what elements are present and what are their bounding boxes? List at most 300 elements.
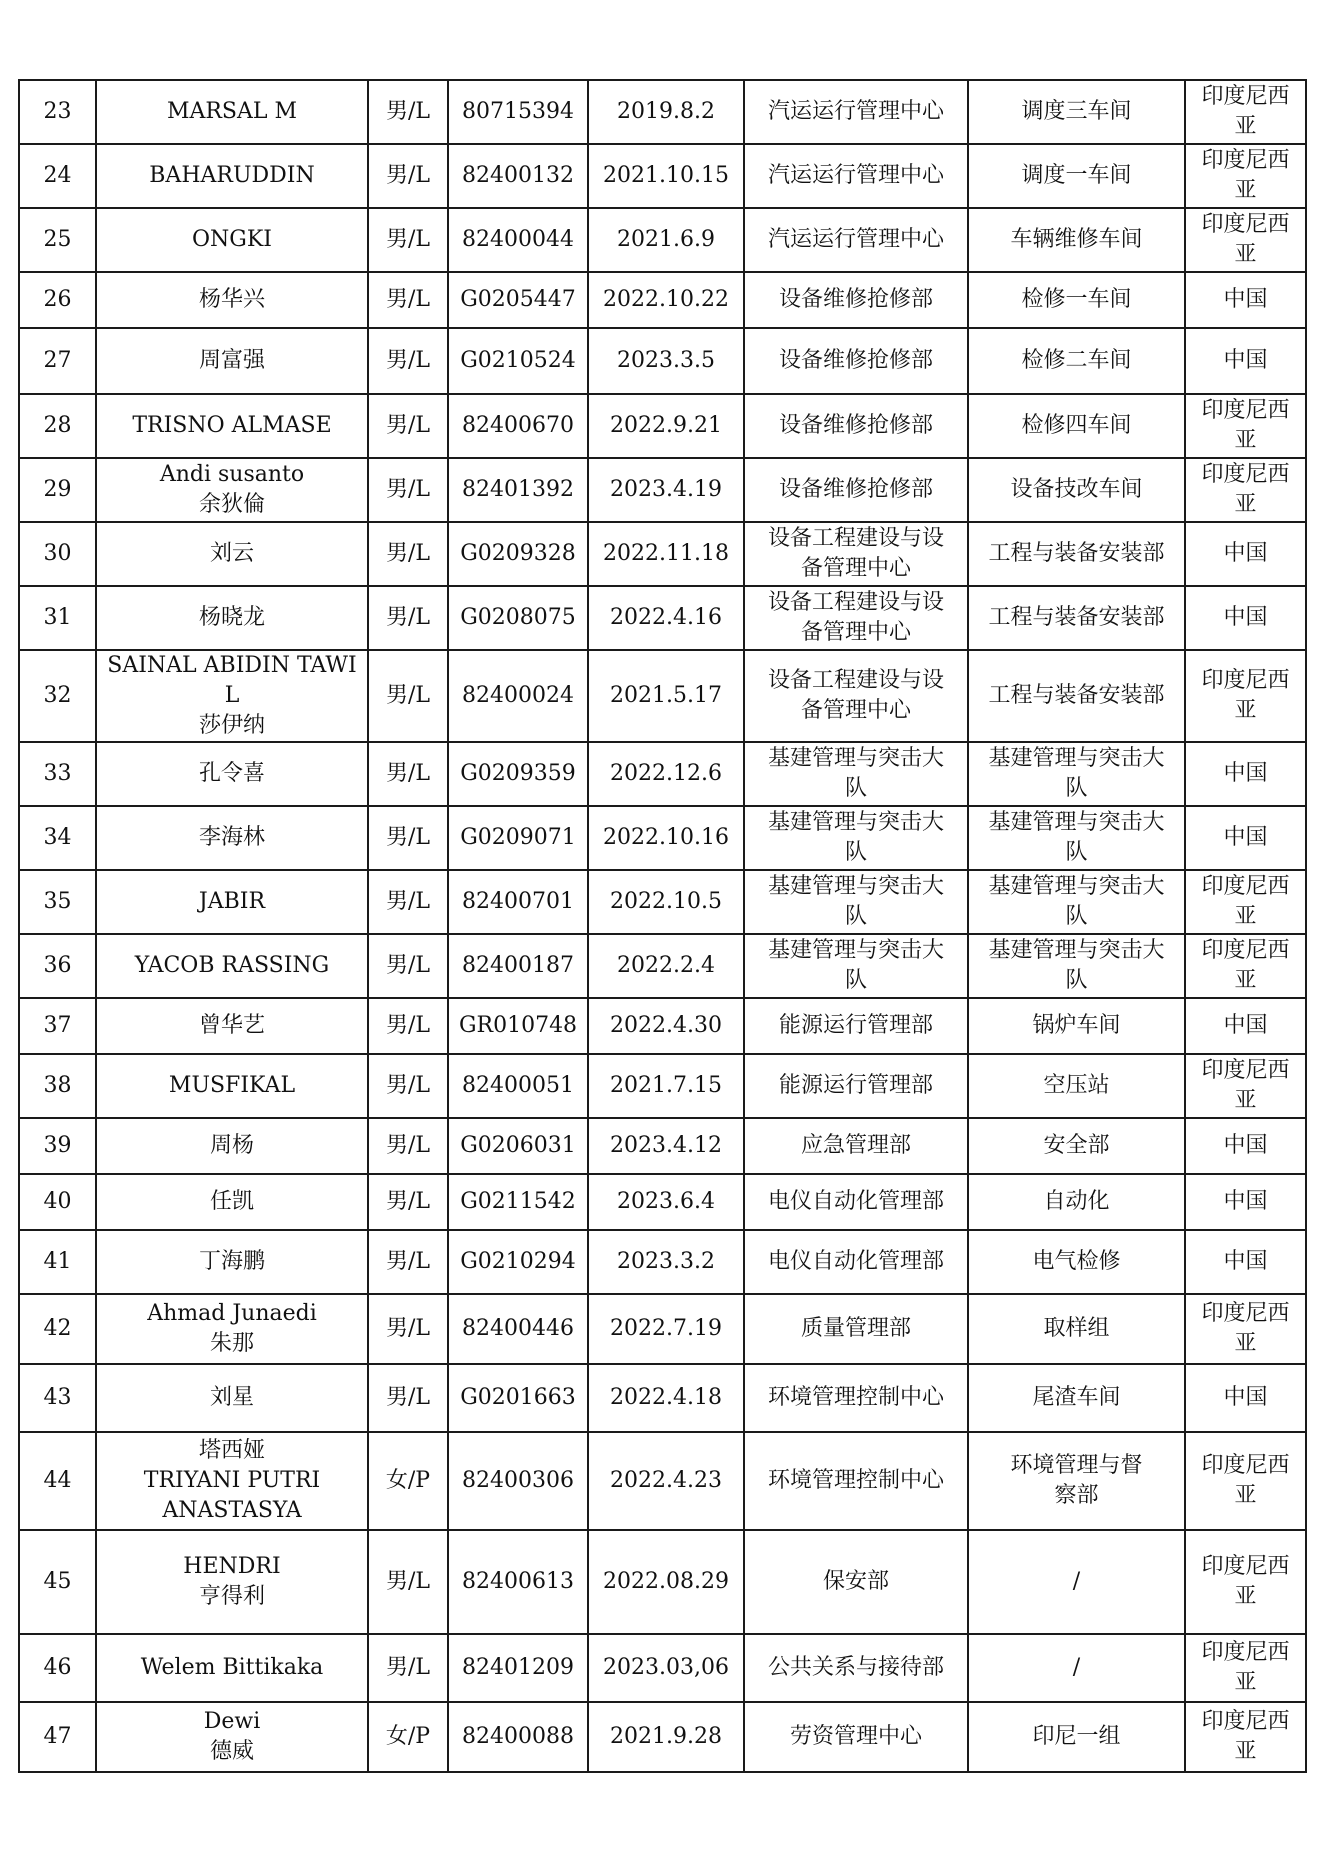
cell-line: 劳资管理中心 bbox=[789, 1724, 922, 1749]
cell-line: 队 bbox=[1065, 840, 1088, 865]
cell-line: 基建管理与突击大 bbox=[988, 938, 1165, 963]
row-number-cell: 44 bbox=[19, 1432, 96, 1530]
cell-line: 应急管理部 bbox=[800, 1133, 911, 1158]
cell-line: 设备维修抢修部 bbox=[778, 477, 933, 502]
employee-id-cell: G0201663 bbox=[448, 1364, 588, 1432]
table-row bbox=[19, 1294, 1306, 1364]
table-row bbox=[19, 650, 1306, 742]
cell-line: 自动化 bbox=[1043, 1189, 1110, 1214]
cell-line: 亚 bbox=[1234, 178, 1257, 203]
row-number-cell: 30 bbox=[19, 522, 96, 586]
cell-line: 印度尼西 bbox=[1201, 1554, 1290, 1579]
name-cell bbox=[96, 1634, 368, 1702]
cell-line: 印度尼西 bbox=[1201, 148, 1290, 173]
unit-cell bbox=[968, 806, 1185, 870]
department-cell bbox=[744, 1054, 968, 1118]
cell-line: JABIR bbox=[198, 889, 266, 914]
cell-line: 杨晓龙 bbox=[198, 605, 265, 630]
nationality-cell bbox=[1185, 394, 1306, 458]
table-row bbox=[19, 806, 1306, 870]
cell-line: / bbox=[1072, 1655, 1081, 1680]
table-row bbox=[19, 1634, 1306, 1702]
cell-line: 汽运运行管理中心 bbox=[767, 163, 944, 188]
cell-line: 中国 bbox=[1223, 825, 1268, 850]
department-cell bbox=[744, 522, 968, 586]
cell-line: 环境管理与督 bbox=[1010, 1453, 1143, 1478]
unit-cell bbox=[968, 934, 1185, 998]
nationality-cell bbox=[1185, 934, 1306, 998]
cell-line: 孔令喜 bbox=[198, 761, 265, 786]
cell-line: TRIYANI PUTRI bbox=[143, 1468, 321, 1493]
entry-date-cell: 2023.4.19 bbox=[588, 458, 744, 522]
cell-line: 尾渣车间 bbox=[1032, 1385, 1121, 1410]
cell-line: TRISNO ALMASE bbox=[132, 413, 332, 438]
nationality-cell bbox=[1185, 208, 1306, 272]
cell-line: 工程与装备安装部 bbox=[988, 605, 1165, 630]
nationality-cell bbox=[1185, 1530, 1306, 1634]
cell-line: YACOB RASSING bbox=[134, 953, 330, 978]
cell-line: 杨华兴 bbox=[198, 287, 265, 312]
cell-line: 备管理中心 bbox=[800, 556, 911, 581]
entry-date-cell: 2023.6.4 bbox=[588, 1174, 744, 1230]
cell-line: 基建管理与突击大 bbox=[988, 874, 1165, 899]
gender-cell: 男/L bbox=[368, 272, 448, 328]
cell-line: 印度尼西 bbox=[1201, 1453, 1290, 1478]
nationality-cell bbox=[1185, 1294, 1306, 1364]
cell-line: 电仪自动化管理部 bbox=[767, 1249, 944, 1274]
employee-id-cell: 82400051 bbox=[448, 1054, 588, 1118]
unit-cell bbox=[968, 1054, 1185, 1118]
unit-cell bbox=[968, 458, 1185, 522]
employee-id-cell: 82400701 bbox=[448, 870, 588, 934]
gender-cell: 男/L bbox=[368, 1294, 448, 1364]
cell-line: 取样组 bbox=[1043, 1316, 1110, 1341]
cell-line: 印尼一组 bbox=[1032, 1724, 1121, 1749]
row-number-cell: 39 bbox=[19, 1118, 96, 1174]
name-cell bbox=[96, 1118, 368, 1174]
gender-cell: 男/L bbox=[368, 586, 448, 650]
employee-id-cell: 82400024 bbox=[448, 650, 588, 742]
row-number-cell: 47 bbox=[19, 1702, 96, 1772]
cell-line: 中国 bbox=[1223, 761, 1268, 786]
gender-cell: 男/L bbox=[368, 80, 448, 144]
gender-cell: 男/L bbox=[368, 1054, 448, 1118]
department-cell bbox=[744, 1702, 968, 1772]
row-number-cell: 35 bbox=[19, 870, 96, 934]
cell-line: 能源运行管理部 bbox=[778, 1013, 933, 1038]
department-cell bbox=[744, 1634, 968, 1702]
cell-line: BAHARUDDIN bbox=[149, 163, 315, 188]
row-number-cell: 40 bbox=[19, 1174, 96, 1230]
row-number-cell: 33 bbox=[19, 742, 96, 806]
department-cell bbox=[744, 272, 968, 328]
cell-line: 基建管理与突击大 bbox=[767, 810, 944, 835]
cell-line: 印度尼西 bbox=[1201, 668, 1290, 693]
cell-line: 设备维修抢修部 bbox=[778, 348, 933, 373]
name-cell bbox=[96, 208, 368, 272]
cell-line: 印度尼西 bbox=[1201, 84, 1290, 109]
cell-line: MUSFIKAL bbox=[168, 1073, 296, 1098]
cell-line: 亚 bbox=[1234, 1331, 1257, 1356]
row-number-cell: 29 bbox=[19, 458, 96, 522]
department-cell bbox=[744, 80, 968, 144]
cell-line: 亚 bbox=[1234, 492, 1257, 517]
cell-line: 设备维修抢修部 bbox=[778, 413, 933, 438]
department-cell bbox=[744, 328, 968, 394]
row-number-cell: 42 bbox=[19, 1294, 96, 1364]
cell-line: 基建管理与突击大 bbox=[988, 746, 1165, 771]
cell-line: 备管理中心 bbox=[800, 698, 911, 723]
employee-id-cell: 82400670 bbox=[448, 394, 588, 458]
table-row bbox=[19, 522, 1306, 586]
nationality-cell bbox=[1185, 1432, 1306, 1530]
gender-cell: 男/L bbox=[368, 144, 448, 208]
name-cell bbox=[96, 1294, 368, 1364]
employee-id-cell: G0205447 bbox=[448, 272, 588, 328]
gender-cell: 男/L bbox=[368, 328, 448, 394]
unit-cell bbox=[968, 1530, 1185, 1634]
name-cell bbox=[96, 1230, 368, 1294]
unit-cell bbox=[968, 1634, 1185, 1702]
cell-line: Ahmad Junaedi bbox=[147, 1301, 317, 1326]
cell-line: 基建管理与突击大 bbox=[767, 874, 944, 899]
employee-id-cell: G0210294 bbox=[448, 1230, 588, 1294]
cell-line: 刘星 bbox=[209, 1385, 254, 1410]
cell-line: 环境管理控制中心 bbox=[767, 1468, 944, 1493]
employee-id-cell: 82400044 bbox=[448, 208, 588, 272]
gender-cell: 男/L bbox=[368, 998, 448, 1054]
cell-line: 余狄倫 bbox=[198, 492, 265, 517]
cell-line: 亚 bbox=[1234, 428, 1257, 453]
gender-cell: 男/L bbox=[368, 1118, 448, 1174]
row-number-cell: 28 bbox=[19, 394, 96, 458]
row-number-cell: 45 bbox=[19, 1530, 96, 1634]
table-row bbox=[19, 742, 1306, 806]
cell-line: 安全部 bbox=[1043, 1133, 1110, 1158]
employee-id-cell: 82400446 bbox=[448, 1294, 588, 1364]
cell-line: 队 bbox=[844, 840, 867, 865]
nationality-cell bbox=[1185, 806, 1306, 870]
row-number-cell: 32 bbox=[19, 650, 96, 742]
cell-line: 空压站 bbox=[1043, 1073, 1110, 1098]
cell-line: 电气检修 bbox=[1032, 1249, 1121, 1274]
employee-id-cell: G0211542 bbox=[448, 1174, 588, 1230]
department-cell bbox=[744, 998, 968, 1054]
staff-table-body bbox=[19, 80, 1306, 1772]
cell-line: 印度尼西 bbox=[1201, 1301, 1290, 1326]
name-cell bbox=[96, 1530, 368, 1634]
cell-line: 亚 bbox=[1234, 1584, 1257, 1609]
entry-date-cell: 2022.12.6 bbox=[588, 742, 744, 806]
cell-line: 设备工程建设与设 bbox=[767, 590, 944, 615]
cell-line: 中国 bbox=[1223, 1013, 1268, 1038]
unit-cell bbox=[968, 1364, 1185, 1432]
entry-date-cell: 2022.11.18 bbox=[588, 522, 744, 586]
cell-line: ONGKI bbox=[192, 227, 272, 252]
department-cell bbox=[744, 650, 968, 742]
cell-line: 李海林 bbox=[198, 825, 265, 850]
gender-cell: 男/L bbox=[368, 742, 448, 806]
gender-cell: 男/L bbox=[368, 1530, 448, 1634]
department-cell bbox=[744, 1364, 968, 1432]
row-number-cell: 37 bbox=[19, 998, 96, 1054]
cell-line: 车辆维修车间 bbox=[1010, 227, 1143, 252]
cell-line: 检修四车间 bbox=[1021, 413, 1132, 438]
nationality-cell bbox=[1185, 458, 1306, 522]
entry-date-cell: 2022.4.16 bbox=[588, 586, 744, 650]
department-cell bbox=[744, 458, 968, 522]
cell-line: 汽运运行管理中心 bbox=[767, 227, 944, 252]
employee-id-cell: G0209328 bbox=[448, 522, 588, 586]
employee-id-cell: G0209071 bbox=[448, 806, 588, 870]
entry-date-cell: 2023.4.12 bbox=[588, 1118, 744, 1174]
employee-id-cell: 82400613 bbox=[448, 1530, 588, 1634]
employee-id-cell: 82400132 bbox=[448, 144, 588, 208]
unit-cell bbox=[968, 522, 1185, 586]
name-cell bbox=[96, 870, 368, 934]
table-row bbox=[19, 80, 1306, 144]
cell-line: 朱那 bbox=[209, 1331, 254, 1356]
cell-line: 中国 bbox=[1223, 1385, 1268, 1410]
employee-id-cell: 82400306 bbox=[448, 1432, 588, 1530]
unit-cell bbox=[968, 586, 1185, 650]
cell-line: 中国 bbox=[1223, 348, 1268, 373]
cell-line: 亚 bbox=[1234, 242, 1257, 267]
nationality-cell bbox=[1185, 1702, 1306, 1772]
entry-date-cell: 2021.7.15 bbox=[588, 1054, 744, 1118]
entry-date-cell: 2022.4.18 bbox=[588, 1364, 744, 1432]
department-cell bbox=[744, 394, 968, 458]
nationality-cell bbox=[1185, 144, 1306, 208]
gender-cell: 女/P bbox=[368, 1702, 448, 1772]
unit-cell bbox=[968, 328, 1185, 394]
entry-date-cell: 2022.4.30 bbox=[588, 998, 744, 1054]
unit-cell bbox=[968, 80, 1185, 144]
cell-line: 印度尼西 bbox=[1201, 874, 1290, 899]
cell-line: 调度一车间 bbox=[1021, 163, 1132, 188]
cell-line: 中国 bbox=[1223, 1189, 1268, 1214]
nationality-cell bbox=[1185, 522, 1306, 586]
table-row bbox=[19, 1364, 1306, 1432]
department-cell bbox=[744, 1174, 968, 1230]
nationality-cell bbox=[1185, 80, 1306, 144]
unit-cell bbox=[968, 1432, 1185, 1530]
unit-cell bbox=[968, 394, 1185, 458]
name-cell bbox=[96, 1054, 368, 1118]
cell-line: 设备工程建设与设 bbox=[767, 668, 944, 693]
gender-cell: 男/L bbox=[368, 934, 448, 998]
gender-cell: 男/L bbox=[368, 870, 448, 934]
nationality-cell bbox=[1185, 328, 1306, 394]
gender-cell: 女/P bbox=[368, 1432, 448, 1530]
name-cell bbox=[96, 1432, 368, 1530]
name-cell bbox=[96, 522, 368, 586]
gender-cell: 男/L bbox=[368, 1634, 448, 1702]
cell-line: 印度尼西 bbox=[1201, 398, 1290, 423]
cell-line: HENDRI bbox=[183, 1554, 281, 1579]
cell-line: 工程与装备安装部 bbox=[988, 541, 1165, 566]
department-cell bbox=[744, 586, 968, 650]
unit-cell bbox=[968, 650, 1185, 742]
nationality-cell bbox=[1185, 1364, 1306, 1432]
cell-line: 队 bbox=[844, 904, 867, 929]
row-number-cell: 26 bbox=[19, 272, 96, 328]
cell-line: 莎伊纳 bbox=[198, 713, 265, 738]
cell-line: 队 bbox=[1065, 904, 1088, 929]
cell-line: 设备技改车间 bbox=[1010, 477, 1143, 502]
cell-line: 亚 bbox=[1234, 1088, 1257, 1113]
cell-line: 周杨 bbox=[209, 1133, 254, 1158]
table-row bbox=[19, 1702, 1306, 1772]
nationality-cell bbox=[1185, 1174, 1306, 1230]
cell-line: 质量管理部 bbox=[800, 1316, 911, 1341]
name-cell bbox=[96, 1364, 368, 1432]
table-row bbox=[19, 272, 1306, 328]
cell-line: 环境管理控制中心 bbox=[767, 1385, 944, 1410]
cell-line: 队 bbox=[1065, 776, 1088, 801]
table-row bbox=[19, 328, 1306, 394]
employee-id-cell: 82400088 bbox=[448, 1702, 588, 1772]
nationality-cell bbox=[1185, 742, 1306, 806]
cell-line: / bbox=[1072, 1569, 1081, 1594]
row-number-cell: 38 bbox=[19, 1054, 96, 1118]
staff-table bbox=[18, 79, 1307, 1773]
name-cell bbox=[96, 80, 368, 144]
gender-cell: 男/L bbox=[368, 208, 448, 272]
cell-line: MARSAL M bbox=[166, 99, 298, 124]
department-cell bbox=[744, 870, 968, 934]
entry-date-cell: 2022.2.4 bbox=[588, 934, 744, 998]
row-number-cell: 31 bbox=[19, 586, 96, 650]
gender-cell: 男/L bbox=[368, 1364, 448, 1432]
cell-line: 丁海鹏 bbox=[198, 1249, 265, 1274]
entry-date-cell: 2021.5.17 bbox=[588, 650, 744, 742]
gender-cell: 男/L bbox=[368, 806, 448, 870]
entry-date-cell: 2023.03,06 bbox=[588, 1634, 744, 1702]
table-row bbox=[19, 1054, 1306, 1118]
employee-id-cell: 82401209 bbox=[448, 1634, 588, 1702]
unit-cell bbox=[968, 1230, 1185, 1294]
cell-line: 基建管理与突击大 bbox=[767, 938, 944, 963]
nationality-cell bbox=[1185, 650, 1306, 742]
table-row bbox=[19, 934, 1306, 998]
cell-line: 德威 bbox=[209, 1739, 254, 1764]
cell-line: 设备维修抢修部 bbox=[778, 287, 933, 312]
gender-cell: 男/L bbox=[368, 458, 448, 522]
gender-cell: 男/L bbox=[368, 522, 448, 586]
table-row bbox=[19, 1230, 1306, 1294]
name-cell bbox=[96, 272, 368, 328]
name-cell bbox=[96, 144, 368, 208]
cell-line: 调度三车间 bbox=[1021, 99, 1132, 124]
unit-cell bbox=[968, 1174, 1185, 1230]
table-row bbox=[19, 458, 1306, 522]
table-row bbox=[19, 1530, 1306, 1634]
cell-line: Welem Bittikaka bbox=[140, 1655, 324, 1680]
nationality-cell bbox=[1185, 998, 1306, 1054]
entry-date-cell: 2021.9.28 bbox=[588, 1702, 744, 1772]
unit-cell bbox=[968, 272, 1185, 328]
name-cell bbox=[96, 586, 368, 650]
gender-cell: 男/L bbox=[368, 394, 448, 458]
cell-line: 中国 bbox=[1223, 541, 1268, 566]
row-number-cell: 36 bbox=[19, 934, 96, 998]
table-row bbox=[19, 1174, 1306, 1230]
cell-line: 保安部 bbox=[822, 1569, 889, 1594]
cell-line: 任凯 bbox=[209, 1189, 254, 1214]
cell-line: 亚 bbox=[1234, 968, 1257, 993]
employee-id-cell: G0209359 bbox=[448, 742, 588, 806]
name-cell bbox=[96, 998, 368, 1054]
name-cell bbox=[96, 328, 368, 394]
cell-line: 检修一车间 bbox=[1021, 287, 1132, 312]
entry-date-cell: 2022.10.22 bbox=[588, 272, 744, 328]
cell-line: 队 bbox=[844, 776, 867, 801]
nationality-cell bbox=[1185, 1634, 1306, 1702]
table-row bbox=[19, 1118, 1306, 1174]
department-cell bbox=[744, 1432, 968, 1530]
entry-date-cell: 2021.6.9 bbox=[588, 208, 744, 272]
gender-cell: 男/L bbox=[368, 1174, 448, 1230]
department-cell bbox=[744, 1118, 968, 1174]
cell-line: 刘云 bbox=[209, 541, 254, 566]
row-number-cell: 43 bbox=[19, 1364, 96, 1432]
cell-line: 设备工程建设与设 bbox=[767, 526, 944, 551]
cell-line: 亚 bbox=[1234, 904, 1257, 929]
entry-date-cell: 2022.7.19 bbox=[588, 1294, 744, 1364]
employee-id-cell: 80715394 bbox=[448, 80, 588, 144]
unit-cell bbox=[968, 208, 1185, 272]
row-number-cell: 24 bbox=[19, 144, 96, 208]
nationality-cell bbox=[1185, 870, 1306, 934]
nationality-cell bbox=[1185, 1230, 1306, 1294]
cell-line: 亚 bbox=[1234, 1670, 1257, 1695]
entry-date-cell: 2022.4.23 bbox=[588, 1432, 744, 1530]
name-cell bbox=[96, 1702, 368, 1772]
cell-line: 电仪自动化管理部 bbox=[767, 1189, 944, 1214]
row-number-cell: 46 bbox=[19, 1634, 96, 1702]
cell-line: 曾华艺 bbox=[198, 1013, 265, 1038]
department-cell bbox=[744, 1230, 968, 1294]
cell-line: SAINAL ABIDIN TAWIL bbox=[107, 653, 357, 708]
entry-date-cell: 2022.10.16 bbox=[588, 806, 744, 870]
row-number-cell: 27 bbox=[19, 328, 96, 394]
employee-id-cell: G0208075 bbox=[448, 586, 588, 650]
cell-line: 队 bbox=[844, 968, 867, 993]
name-cell bbox=[96, 806, 368, 870]
nationality-cell bbox=[1185, 1054, 1306, 1118]
nationality-cell bbox=[1185, 272, 1306, 328]
cell-line: 基建管理与突击大 bbox=[767, 746, 944, 771]
cell-line: 汽运运行管理中心 bbox=[767, 99, 944, 124]
employee-id-cell: GR010748 bbox=[448, 998, 588, 1054]
cell-line: Dewi bbox=[203, 1709, 261, 1734]
cell-line: 队 bbox=[1065, 968, 1088, 993]
row-number-cell: 25 bbox=[19, 208, 96, 272]
entry-date-cell: 2022.9.21 bbox=[588, 394, 744, 458]
unit-cell bbox=[968, 742, 1185, 806]
cell-line: 印度尼西 bbox=[1201, 938, 1290, 963]
table-row bbox=[19, 208, 1306, 272]
entry-date-cell: 2022.08.29 bbox=[588, 1530, 744, 1634]
employee-id-cell: 82401392 bbox=[448, 458, 588, 522]
unit-cell bbox=[968, 870, 1185, 934]
cell-line: 亨得利 bbox=[198, 1584, 265, 1609]
department-cell bbox=[744, 742, 968, 806]
gender-cell: 男/L bbox=[368, 650, 448, 742]
cell-line: 中国 bbox=[1223, 1133, 1268, 1158]
cell-line: 亚 bbox=[1234, 114, 1257, 139]
